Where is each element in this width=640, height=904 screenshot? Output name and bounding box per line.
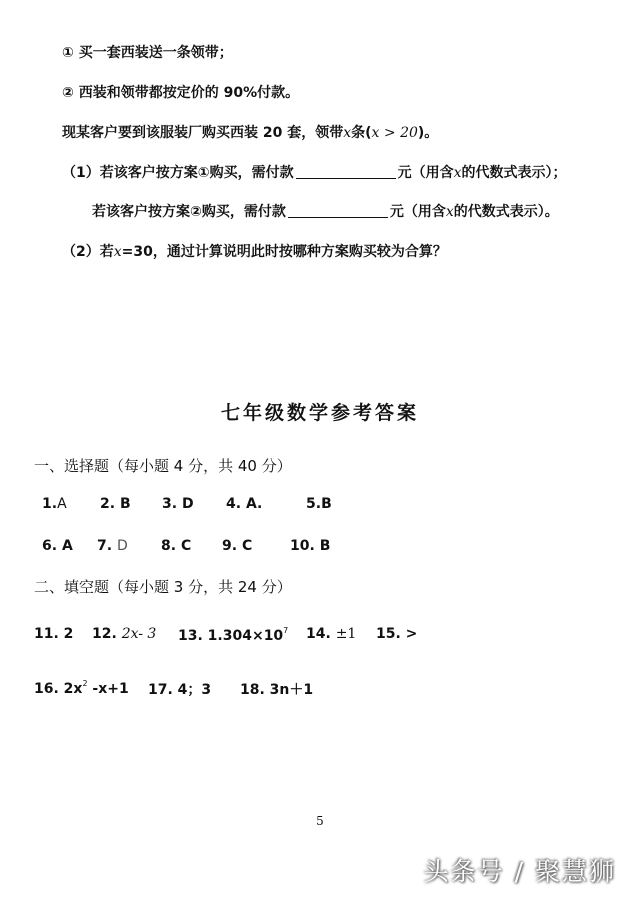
choice-9: 9. C xyxy=(222,538,253,554)
fill-14: 14. ±1 xyxy=(306,626,357,642)
choice-10: 10. B xyxy=(290,538,331,554)
q2-text: （2）若 xyxy=(62,244,114,260)
answer-title: 七年级数学参考答案 xyxy=(220,402,419,424)
var-x: x xyxy=(453,165,462,181)
fill-18: 18. 3n＋1 xyxy=(240,682,314,698)
unit-text: 元（用含 xyxy=(397,165,454,181)
page-number: 5 xyxy=(316,814,324,828)
choice-2: 2. B xyxy=(100,496,131,512)
condition: x > 20 xyxy=(371,125,418,141)
var-x: x xyxy=(343,125,352,141)
var-x: x xyxy=(445,204,454,220)
q1-line-2 xyxy=(92,203,559,221)
fill-17: 17. 4；3 xyxy=(148,682,212,698)
answer-blank-1[interactable] xyxy=(296,164,396,179)
q2-text-end: =30，通过计算说明此时按哪种方案购买较为合算？ xyxy=(121,244,447,260)
option-2: ② 西装和领带都按定价的 90%付款。 xyxy=(62,85,300,101)
choice-5: 5.B xyxy=(306,496,332,512)
fill-16: 16. $2x^2$ -x+1 xyxy=(34,679,129,697)
scenario-text: 现某客户要到该服装厂购买西装 20 套，领带 xyxy=(62,125,344,141)
q1-text-1: 若该客户按方案①购买，需付款 xyxy=(99,165,294,181)
unit-text-end: 的代数式表示）； xyxy=(461,165,567,181)
section1-heading: 一、选择题（每小题 4 分，共 40 分） xyxy=(34,457,292,475)
scenario-text-mid: 条( xyxy=(351,125,372,141)
scenario-line xyxy=(62,124,438,142)
choice-8: 8. C xyxy=(161,538,192,554)
q1-text-2: 若该客户按方案②购买，需付款 xyxy=(92,204,286,220)
unit-text: 元（用含 xyxy=(389,204,446,220)
fill-12: 12. 2x- 3 xyxy=(92,626,157,642)
q1-line-1 xyxy=(62,164,567,182)
fill-15: 15. > xyxy=(376,626,418,642)
choice-3: 3. D xyxy=(162,496,194,512)
choice-7: 7. D xyxy=(97,538,128,554)
var-x: x xyxy=(113,244,122,260)
watermark: 头条号 / 聚慧狮 xyxy=(423,857,616,886)
q2-line xyxy=(62,243,447,261)
unit-text-end: 的代数式表示）。 xyxy=(453,204,559,220)
answer-blank-2[interactable] xyxy=(288,203,388,218)
choice-6: 6. A xyxy=(42,538,73,554)
section2-heading: 二、填空题（每小题 3 分，共 24 分） xyxy=(34,578,292,596)
fill-13: 13. $1.304\times 10^7$ xyxy=(178,626,289,644)
option-1: ① 买一套西装送一条领带； xyxy=(62,45,233,61)
choice-4: 4. A. xyxy=(226,496,263,512)
choice-1: 1.A xyxy=(42,496,67,512)
fill-11: 11. 2 xyxy=(34,626,74,642)
q1-label: （1） xyxy=(62,165,100,181)
scenario-text-end: )。 xyxy=(417,125,439,141)
